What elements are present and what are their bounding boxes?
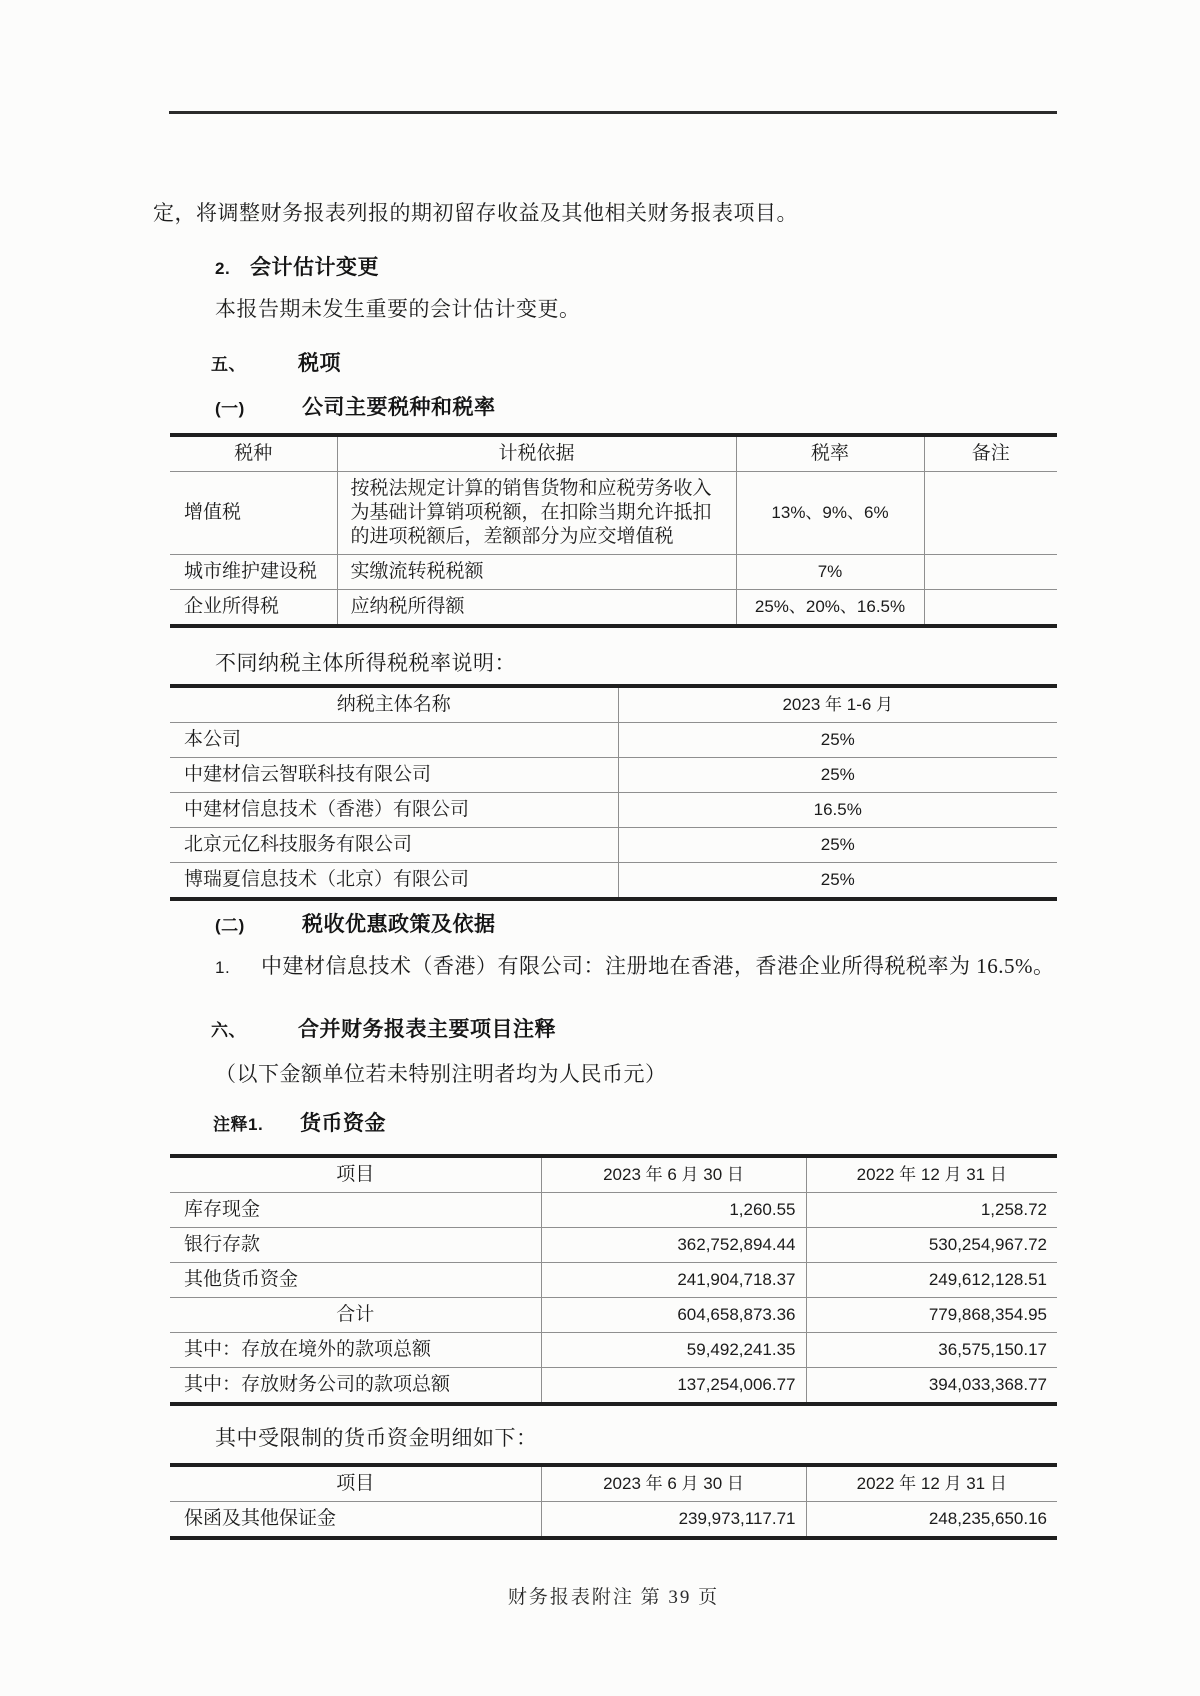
cell-remark: [924, 472, 1057, 555]
cell-prior-value: 249,612,128.51: [806, 1263, 1057, 1298]
heading-title: 货币资金: [300, 1112, 386, 1135]
entity-rate-note: 不同纳税主体所得税税率说明：: [215, 651, 516, 675]
heading-number: (二): [215, 916, 245, 935]
restricted-funds-table: [170, 1463, 1057, 1540]
table-header-row: [170, 1156, 1057, 1193]
cell-prior-value: 36,575,150.17: [806, 1333, 1057, 1368]
table-row: [170, 590, 1057, 627]
cell-current-value: 59,492,241.35: [541, 1333, 806, 1368]
table-row: [170, 1193, 1057, 1228]
cell-tax-basis: 实缴流转税税额: [337, 555, 736, 590]
cell-entity-name: 本公司: [170, 723, 618, 758]
table-row: [170, 555, 1057, 590]
cell-total-label: 合计: [170, 1298, 541, 1333]
column-header-tax-basis: 计税依据: [337, 435, 736, 472]
heading-number: 六、: [211, 1021, 246, 1040]
tax-types-table: [170, 433, 1057, 628]
heading-consolidated-notes: [211, 1015, 1057, 1046]
cell-prior-value: 530,254,967.72: [806, 1228, 1057, 1263]
heading-number: 注释1.: [213, 1115, 264, 1134]
heading-tax-incentive: [215, 910, 1057, 941]
cell-entity-rate: 25%: [618, 723, 1057, 758]
cell-tax-type: 城市维护建设税: [170, 555, 337, 590]
table-row: [170, 828, 1057, 863]
period-label: 2023 年 1-6 月: [782, 695, 894, 714]
accounting-estimate-body: 本报告期未发生重要的会计估计变更。: [215, 297, 581, 321]
cell-item: 其中：存放在境外的款项总额: [170, 1333, 541, 1368]
cell-item: 其他货币资金: [170, 1263, 541, 1298]
heading-title: 税收优惠政策及依据: [302, 913, 496, 936]
cell-prior-value: 1,258.72: [806, 1193, 1057, 1228]
table-header-row: [170, 435, 1057, 472]
cell-tax-basis: 应纳税所得额: [337, 590, 736, 627]
column-header-prior-date: [806, 1156, 1057, 1193]
currency-unit-note: （以下金额单位若未特别注明者均为人民币元）: [215, 1062, 667, 1086]
cell-tax-rate: 7%: [736, 555, 924, 590]
cell-item: 银行存款: [170, 1228, 541, 1263]
column-header-entity-name: 纳税主体名称: [170, 686, 618, 723]
heading-accounting-estimate-change: [215, 253, 1057, 284]
table-row: [170, 723, 1057, 758]
carryover-paragraph: 定，将调整财务报表列报的期初留存收益及其他相关财务报表项目。: [153, 201, 798, 225]
column-header-period: [618, 686, 1057, 723]
cell-current-value: 239,973,117.71: [541, 1502, 806, 1539]
column-header-item: 项目: [170, 1465, 541, 1502]
table-row: [170, 758, 1057, 793]
table-row: [170, 863, 1057, 900]
cell-entity-rate: 25%: [618, 828, 1057, 863]
heading-number: (一): [215, 399, 245, 418]
heading-note1-monetary-funds: [213, 1109, 1057, 1140]
heading-title: 税项: [298, 352, 341, 375]
column-header-tax-rate: 税率: [736, 435, 924, 472]
column-header-tax-type: 税种: [170, 435, 337, 472]
cell-tax-rate: 25%、20%、16.5%: [736, 590, 924, 627]
table-row: [170, 1502, 1057, 1539]
table-header-row: [170, 1465, 1057, 1502]
cell-entity-rate: 25%: [618, 758, 1057, 793]
table-row: [170, 1228, 1057, 1263]
heading-title: 会计估计变更: [250, 256, 379, 279]
table-row: [170, 1368, 1057, 1405]
heading-tax-section: [211, 349, 1057, 380]
header-rule: [169, 111, 1057, 114]
page-footer: 财务报表附注 第 39 页: [507, 1587, 720, 1608]
column-header-current-date: [541, 1156, 806, 1193]
heading-title: 公司主要税种和税率: [302, 396, 496, 419]
cell-current-value: 137,254,006.77: [541, 1368, 806, 1405]
cell-prior-value: 779,868,354.95: [806, 1298, 1057, 1333]
entity-tax-rate-table: [170, 684, 1057, 901]
item-text: 中建材信息技术（香港）有限公司：注册地在香港，香港企业所得税税率为 16.5%。: [261, 954, 1055, 978]
table-row: [170, 472, 1057, 555]
cell-item: 其中：存放财务公司的款项总额: [170, 1368, 541, 1405]
date-label: 2023 年 6 月 30 日: [603, 1474, 744, 1493]
heading-main-tax-types: [215, 393, 1057, 424]
date-label: 2023 年 6 月 30 日: [603, 1165, 744, 1184]
column-header-item: 项目: [170, 1156, 541, 1193]
cell-prior-value: 394,033,368.77: [928, 1375, 1047, 1394]
column-header-remark: 备注: [924, 435, 1057, 472]
tax-incentive-item: [215, 951, 1057, 983]
cell-current-value: 241,904,718.37: [541, 1263, 806, 1298]
item-number: 1.: [215, 958, 231, 977]
table-row: [170, 793, 1057, 828]
date-label: 2022 年 12 月 31 日: [856, 1165, 1007, 1184]
cell-item: 保函及其他保证金: [170, 1502, 541, 1539]
cell-item: 库存现金: [170, 1193, 541, 1228]
table-header-row: [170, 686, 1057, 723]
cell-entity-rate: 16.5%: [618, 793, 1057, 828]
cell-tax-rate: 13%、9%、6%: [736, 472, 924, 555]
date-label: 2022 年 12 月 31 日: [856, 1474, 1007, 1493]
column-header-current-date: [541, 1465, 806, 1502]
heading-title: 合并财务报表主要项目注释: [298, 1018, 556, 1041]
cell-entity-name: 中建材信云智联科技有限公司: [170, 758, 618, 793]
cell-prior-value: 248,235,650.16: [928, 1509, 1047, 1528]
cell-tax-basis: 按税法规定计算的销售货物和应税劳务收入为基础计算销项税额，在扣除当期允许抵扣的进项税额后，差额部分为应交增值税: [337, 472, 736, 555]
cell-tax-type: 增值税: [170, 472, 337, 555]
cell-tax-type: 企业所得税: [170, 590, 337, 627]
table-row: [170, 1263, 1057, 1298]
cell-current-value: 1,260.55: [541, 1193, 806, 1228]
cell-remark: [924, 590, 1057, 627]
cell-entity-rate: 25%: [820, 870, 855, 889]
cell-current-value: 362,752,894.44: [541, 1228, 806, 1263]
column-header-prior-date: [806, 1465, 1057, 1502]
monetary-funds-table: [170, 1154, 1057, 1406]
page-content: [153, 111, 1057, 1609]
cell-remark: [924, 555, 1057, 590]
restricted-funds-note: 其中受限制的货币资金明细如下：: [215, 1426, 538, 1450]
cell-current-value: 604,658,873.36: [541, 1298, 806, 1333]
cell-entity-name: 博瑞夏信息技术（北京）有限公司: [170, 863, 618, 900]
table-row-total: [170, 1298, 1057, 1333]
table-row: [170, 1333, 1057, 1368]
heading-number: 五、: [211, 355, 246, 374]
cell-entity-name: 北京元亿科技服务有限公司: [170, 828, 618, 863]
cell-entity-name: 中建材信息技术（香港）有限公司: [170, 793, 618, 828]
heading-number: 2.: [215, 259, 231, 278]
